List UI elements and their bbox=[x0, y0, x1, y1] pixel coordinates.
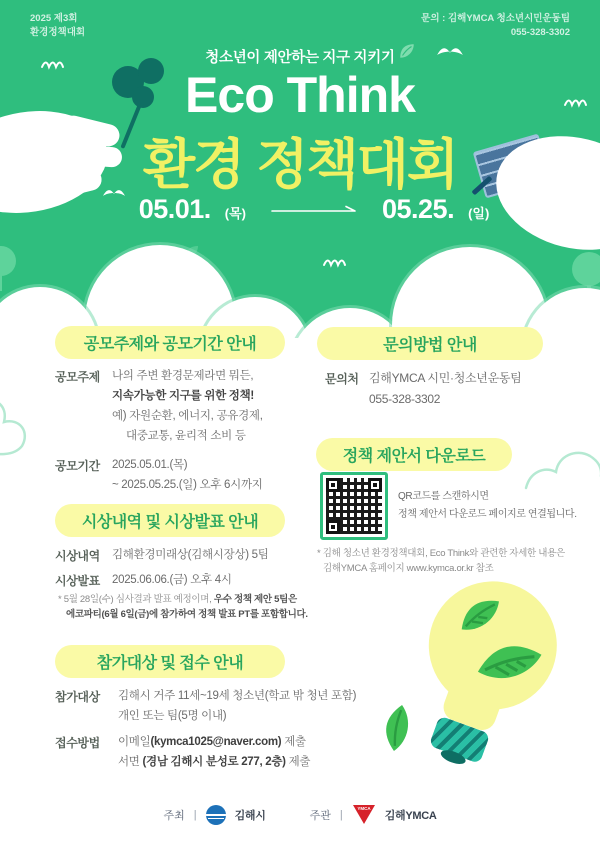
end-day: (일) bbox=[468, 206, 490, 221]
award-footnote: * 5월 28일(수) 심사결과 발표 예정이며, 우수 정책 제안 5팀은 에코파티(6월 6일(금)에 참가하여 정책 발표 PT를 포함합니다. bbox=[58, 594, 308, 620]
contact-org: 김해YMCA 시민·청소년운동팀 bbox=[369, 371, 522, 385]
arrow-right-icon bbox=[270, 204, 358, 216]
contact-text bbox=[369, 368, 521, 410]
host-label: 주최 bbox=[163, 809, 185, 822]
topic-subject-row bbox=[55, 366, 263, 446]
start-day: (목) bbox=[224, 206, 246, 221]
section-header-topic bbox=[55, 326, 285, 359]
poster-subtitle: 청소년이 제안하는 지구 지키기 bbox=[205, 50, 395, 66]
start-date: 05.01. bbox=[138, 194, 211, 224]
section-header-award bbox=[55, 504, 285, 537]
contact-corner bbox=[421, 12, 570, 40]
title-korean: 환경 정책대회 bbox=[143, 135, 457, 195]
target-label: 참가대상 bbox=[55, 690, 100, 704]
download-footnote: * 김해 청소년 환경정책대회, Eco Think와 관련한 자세한 내용은 김해YMCA 홈페이지 www.kymca.or.kr 참조 bbox=[317, 548, 565, 574]
subject-label: 공모주제 bbox=[55, 370, 100, 384]
gimhae-city-logo bbox=[206, 805, 226, 825]
footer-separator: | bbox=[193, 808, 197, 821]
event-dates bbox=[14, 194, 600, 225]
title-english: Eco Think bbox=[185, 67, 415, 123]
footer bbox=[0, 804, 600, 825]
section-header-participate-label: 참가대상 및 접수 안내 bbox=[96, 655, 244, 672]
period-text: 2025.05.01.(목) ~ 2025.05.25.(일) 오후 6시까지 bbox=[112, 459, 263, 491]
section-header-contact bbox=[317, 327, 543, 360]
contact-corner-line2: 055-328-3302 bbox=[510, 27, 570, 38]
section-header-contact-label: 문의방법 안내 bbox=[383, 337, 477, 354]
participate-method-row bbox=[55, 732, 310, 772]
edition-line2: 환경정책대회 bbox=[30, 27, 86, 38]
host-name: 김해시 bbox=[234, 809, 266, 822]
qr-description: QR코드를 스캔하시면 정책 제안서 다운로드 페이지로 연결됩니다. bbox=[398, 491, 577, 520]
tree-icon bbox=[0, 246, 20, 294]
contact-phone: 055-328-3302 bbox=[369, 392, 441, 406]
method-text: 이메일(kymca1025@naver.com) 제출 서면 (경남 김해시 분성로 277, 2층) 제출 bbox=[118, 736, 311, 768]
announce-text: 2025.06.06.(금) 오후 4시 bbox=[112, 574, 232, 586]
period-label: 공모기간 bbox=[55, 459, 100, 473]
method-label: 접수방법 bbox=[55, 736, 100, 750]
prize-text: 김해환경미래상(김해시장상) 5팀 bbox=[112, 549, 269, 561]
section-header-download-label: 정책 제안서 다운로드 bbox=[342, 448, 486, 465]
contact-row bbox=[325, 368, 521, 410]
subject-text: 나의 주변 환경문제라면 뭐든, 지속가능한 지구를 위한 정책! 예) 자원순환, 에너지, 공유경제, 대중교통, 윤리적 소비 등 bbox=[112, 370, 263, 442]
footer-separator: | bbox=[339, 808, 343, 821]
organizer-name: 김해YMCA bbox=[384, 809, 437, 822]
contact-label: 문의처 bbox=[325, 372, 359, 386]
prize-label: 시상내역 bbox=[55, 549, 100, 563]
section-header-participate bbox=[55, 645, 285, 678]
cloud-outline-icon bbox=[0, 388, 60, 458]
edition-label bbox=[30, 12, 85, 40]
announce-label: 시상발표 bbox=[55, 574, 100, 588]
edition-line1: 2025 제3회 bbox=[30, 13, 78, 24]
cloud-outline-icon bbox=[524, 444, 600, 490]
end-date: 05.25. bbox=[382, 194, 455, 224]
section-header-topic-label: 공모주제와 공모기간 안내 bbox=[83, 336, 257, 353]
svg-text:YMCA: YMCA bbox=[357, 806, 371, 812]
award-announce-row bbox=[55, 570, 232, 590]
wave-icon bbox=[322, 256, 352, 268]
contact-corner-line1: 문의 : 김해YMCA 청소년시민운동팀 bbox=[421, 13, 570, 24]
organizer-label: 주관 bbox=[309, 809, 331, 822]
topic-period-row bbox=[55, 455, 263, 495]
section-header-award-label: 시상내역 및 시상발표 안내 bbox=[81, 514, 259, 531]
award-prize-row bbox=[55, 545, 269, 565]
target-text: 김해시 거주 11세~19세 청소년(학교 밖 청년 포함) 개인 또는 팀(5명 이내) bbox=[118, 690, 357, 722]
ymca-logo bbox=[352, 804, 376, 825]
participate-target-row bbox=[55, 686, 356, 726]
section-header-download bbox=[316, 438, 512, 471]
qr-code bbox=[320, 472, 388, 540]
